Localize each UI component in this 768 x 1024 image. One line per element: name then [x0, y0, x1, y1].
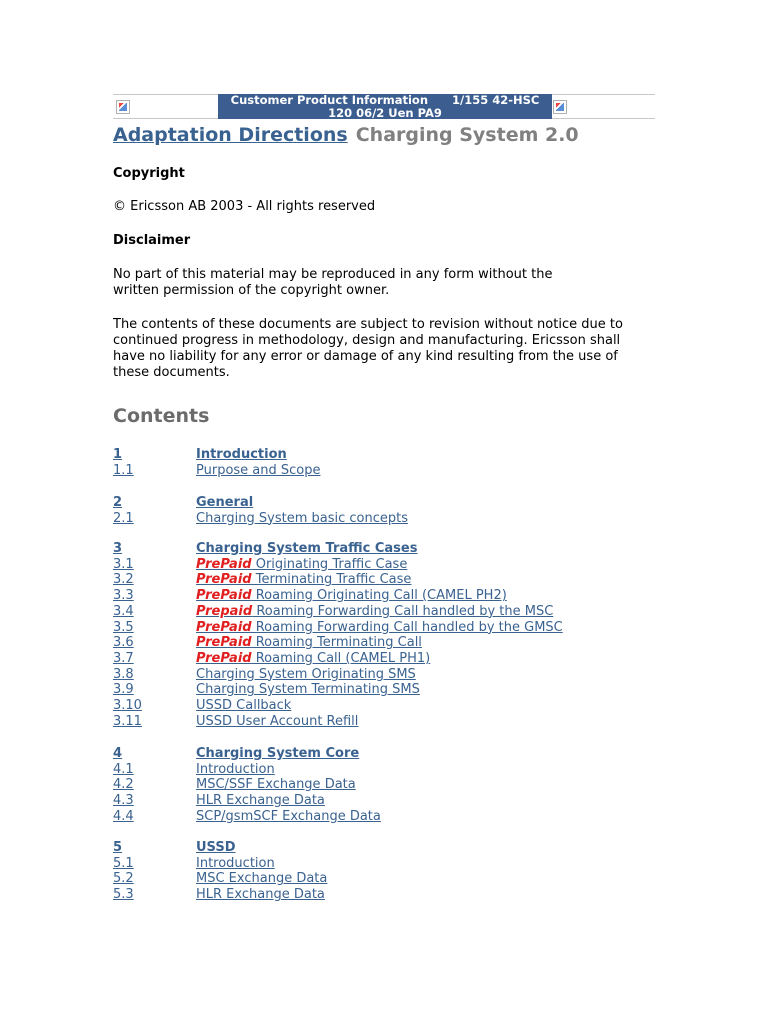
prepaid-label: PrePaid [196, 556, 252, 572]
toc-item-label: USSD Callback [196, 698, 292, 713]
prepaid-label: PrePaid [196, 572, 252, 588]
customer-product-info-banner [218, 94, 552, 119]
toc-item-label: Roaming Call (CAMEL PH1) [251, 650, 431, 666]
toc-item-link[interactable] [196, 651, 430, 667]
toc-item-link[interactable] [196, 604, 553, 620]
toc-item-link[interactable] [196, 871, 327, 887]
toc-item-label: Originating Traffic Case [251, 556, 408, 572]
toc-section-title[interactable]: Charging System Traffic Cases [196, 541, 418, 556]
toc-item-label: Roaming Terminating Call [251, 635, 422, 651]
toc-section-title[interactable]: General [196, 495, 254, 510]
title-subtitle: Charging System 2.0 [355, 124, 579, 146]
toc-item-label: Terminating Traffic Case [251, 572, 412, 588]
prepaid-label: PrePaid [196, 635, 252, 651]
toc-item-label: Purpose and Scope [196, 462, 321, 478]
toc-item-link[interactable] [196, 762, 275, 778]
toc-item-label: Charging System Originating SMS [196, 666, 416, 682]
toc-item-label: Charging System basic concepts [196, 510, 408, 526]
prepaid-label: Prepaid [196, 603, 253, 619]
disclaimer-paragraph-2: The contents of these documents are subject to revision without notice due to continued progress in methodology, design and manufacturing. Ericsson shall have no liability for any error or damage of any kind resulting from the use of these documents. [113, 317, 623, 380]
toc-item-label: HLR Exchange Data [196, 887, 325, 903]
toc-item-label: Roaming Originating Call (CAMEL PH2) [251, 588, 507, 604]
toc-item-link[interactable] [196, 887, 325, 903]
toc-item-label: MSC/SSF Exchange Data [196, 777, 356, 793]
toc-item-link[interactable] [196, 698, 291, 714]
document-title [113, 124, 579, 146]
toc-item-link[interactable] [196, 667, 416, 683]
toc-item-label: Roaming Forwarding Call handled by the MSC [252, 603, 554, 619]
toc-item-link[interactable] [196, 572, 411, 588]
toc-item-link[interactable] [196, 620, 563, 636]
contents-heading: Contents [113, 405, 210, 427]
prepaid-label: PrePaid [196, 588, 252, 604]
toc-item-label: HLR Exchange Data [196, 793, 325, 809]
toc-item-number[interactable]: 3.8 [113, 666, 134, 682]
toc-item-number[interactable]: 2.1 [113, 510, 134, 526]
toc-item-number[interactable]: 4.1 [113, 761, 134, 777]
broken-image-icon [116, 100, 130, 114]
toc-item-link[interactable] [196, 777, 356, 793]
copyright-heading: Copyright [113, 166, 185, 181]
header-rule-right [552, 94, 655, 119]
toc-item-number[interactable]: 3.11 [113, 713, 142, 729]
toc-section-title[interactable]: USSD [196, 840, 236, 855]
toc-item-number[interactable]: 4.2 [113, 777, 134, 793]
prepaid-label: PrePaid [196, 650, 252, 666]
toc-item-number[interactable]: 3.6 [113, 635, 134, 651]
toc-section-title[interactable]: Charging System Core [196, 746, 360, 761]
toc-section-number[interactable]: 2 [113, 495, 123, 510]
toc-item-number[interactable]: 4.4 [113, 808, 134, 824]
toc-item-link[interactable] [196, 588, 507, 604]
document-header-bar [113, 94, 655, 118]
broken-image-icon [553, 100, 567, 114]
header-info-line1: Customer Product Information 1/155 42-HSC [230, 93, 540, 107]
toc-item-number[interactable]: 5.3 [113, 887, 134, 903]
toc-item-link[interactable] [196, 856, 275, 872]
toc-item-number[interactable]: 3.4 [113, 603, 134, 619]
toc-item-label: Roaming Forwarding Call handled by the GMSC [251, 619, 563, 635]
disclaimer-heading: Disclaimer [113, 233, 191, 248]
toc-item-number[interactable]: 3.3 [113, 588, 134, 604]
toc-item-label: Introduction [196, 855, 275, 871]
toc-item-number[interactable]: 3.7 [113, 650, 134, 666]
toc-item-number[interactable]: 1.1 [113, 462, 134, 478]
toc-item-link[interactable] [196, 809, 381, 825]
toc-item-number[interactable]: 3.10 [113, 698, 142, 713]
toc-item-label: MSC Exchange Data [196, 871, 328, 887]
toc-item-label: Introduction [196, 761, 275, 777]
toc-item-link[interactable] [196, 682, 420, 698]
toc-section-number[interactable]: 3 [113, 541, 123, 556]
toc-item-label: Charging System Terminating SMS [196, 682, 420, 698]
toc-section-number[interactable]: 1 [113, 447, 123, 462]
toc-item-number[interactable]: 3.1 [113, 556, 134, 572]
toc-section-title[interactable]: Introduction [196, 447, 287, 462]
toc-item-label: USSD User Account Refill [196, 713, 359, 729]
toc-item-link[interactable] [196, 463, 321, 479]
toc-item-number[interactable]: 3.2 [113, 572, 134, 588]
toc-item-number[interactable]: 5.1 [113, 855, 134, 871]
toc-item-link[interactable] [196, 557, 407, 573]
toc-item-link[interactable] [196, 511, 408, 527]
toc-section-number[interactable]: 4 [113, 746, 123, 761]
disclaimer-paragraph-1: No part of this material may be reproduced in any form without the written permission of the copyright owner. [113, 267, 553, 298]
toc-item-number[interactable]: 5.2 [113, 871, 134, 887]
toc-item-number[interactable]: 3.9 [113, 682, 134, 698]
header-info-line2: 120 06/2 Uen PA9 [328, 106, 442, 120]
toc-item-label: SCP/gsmSCF Exchange Data [196, 808, 381, 824]
copyright-text: © Ericsson AB 2003 - All rights reserved [113, 199, 376, 214]
toc-item-link[interactable] [196, 793, 325, 809]
toc-item-number[interactable]: 3.5 [113, 619, 134, 635]
toc-item-link[interactable] [196, 714, 358, 730]
toc-item-number[interactable]: 4.3 [113, 793, 134, 809]
prepaid-label: PrePaid [196, 619, 252, 635]
title-link[interactable]: Adaptation Directions [113, 124, 348, 146]
toc-item-link[interactable] [196, 635, 422, 651]
toc-section-number[interactable]: 5 [113, 840, 123, 855]
